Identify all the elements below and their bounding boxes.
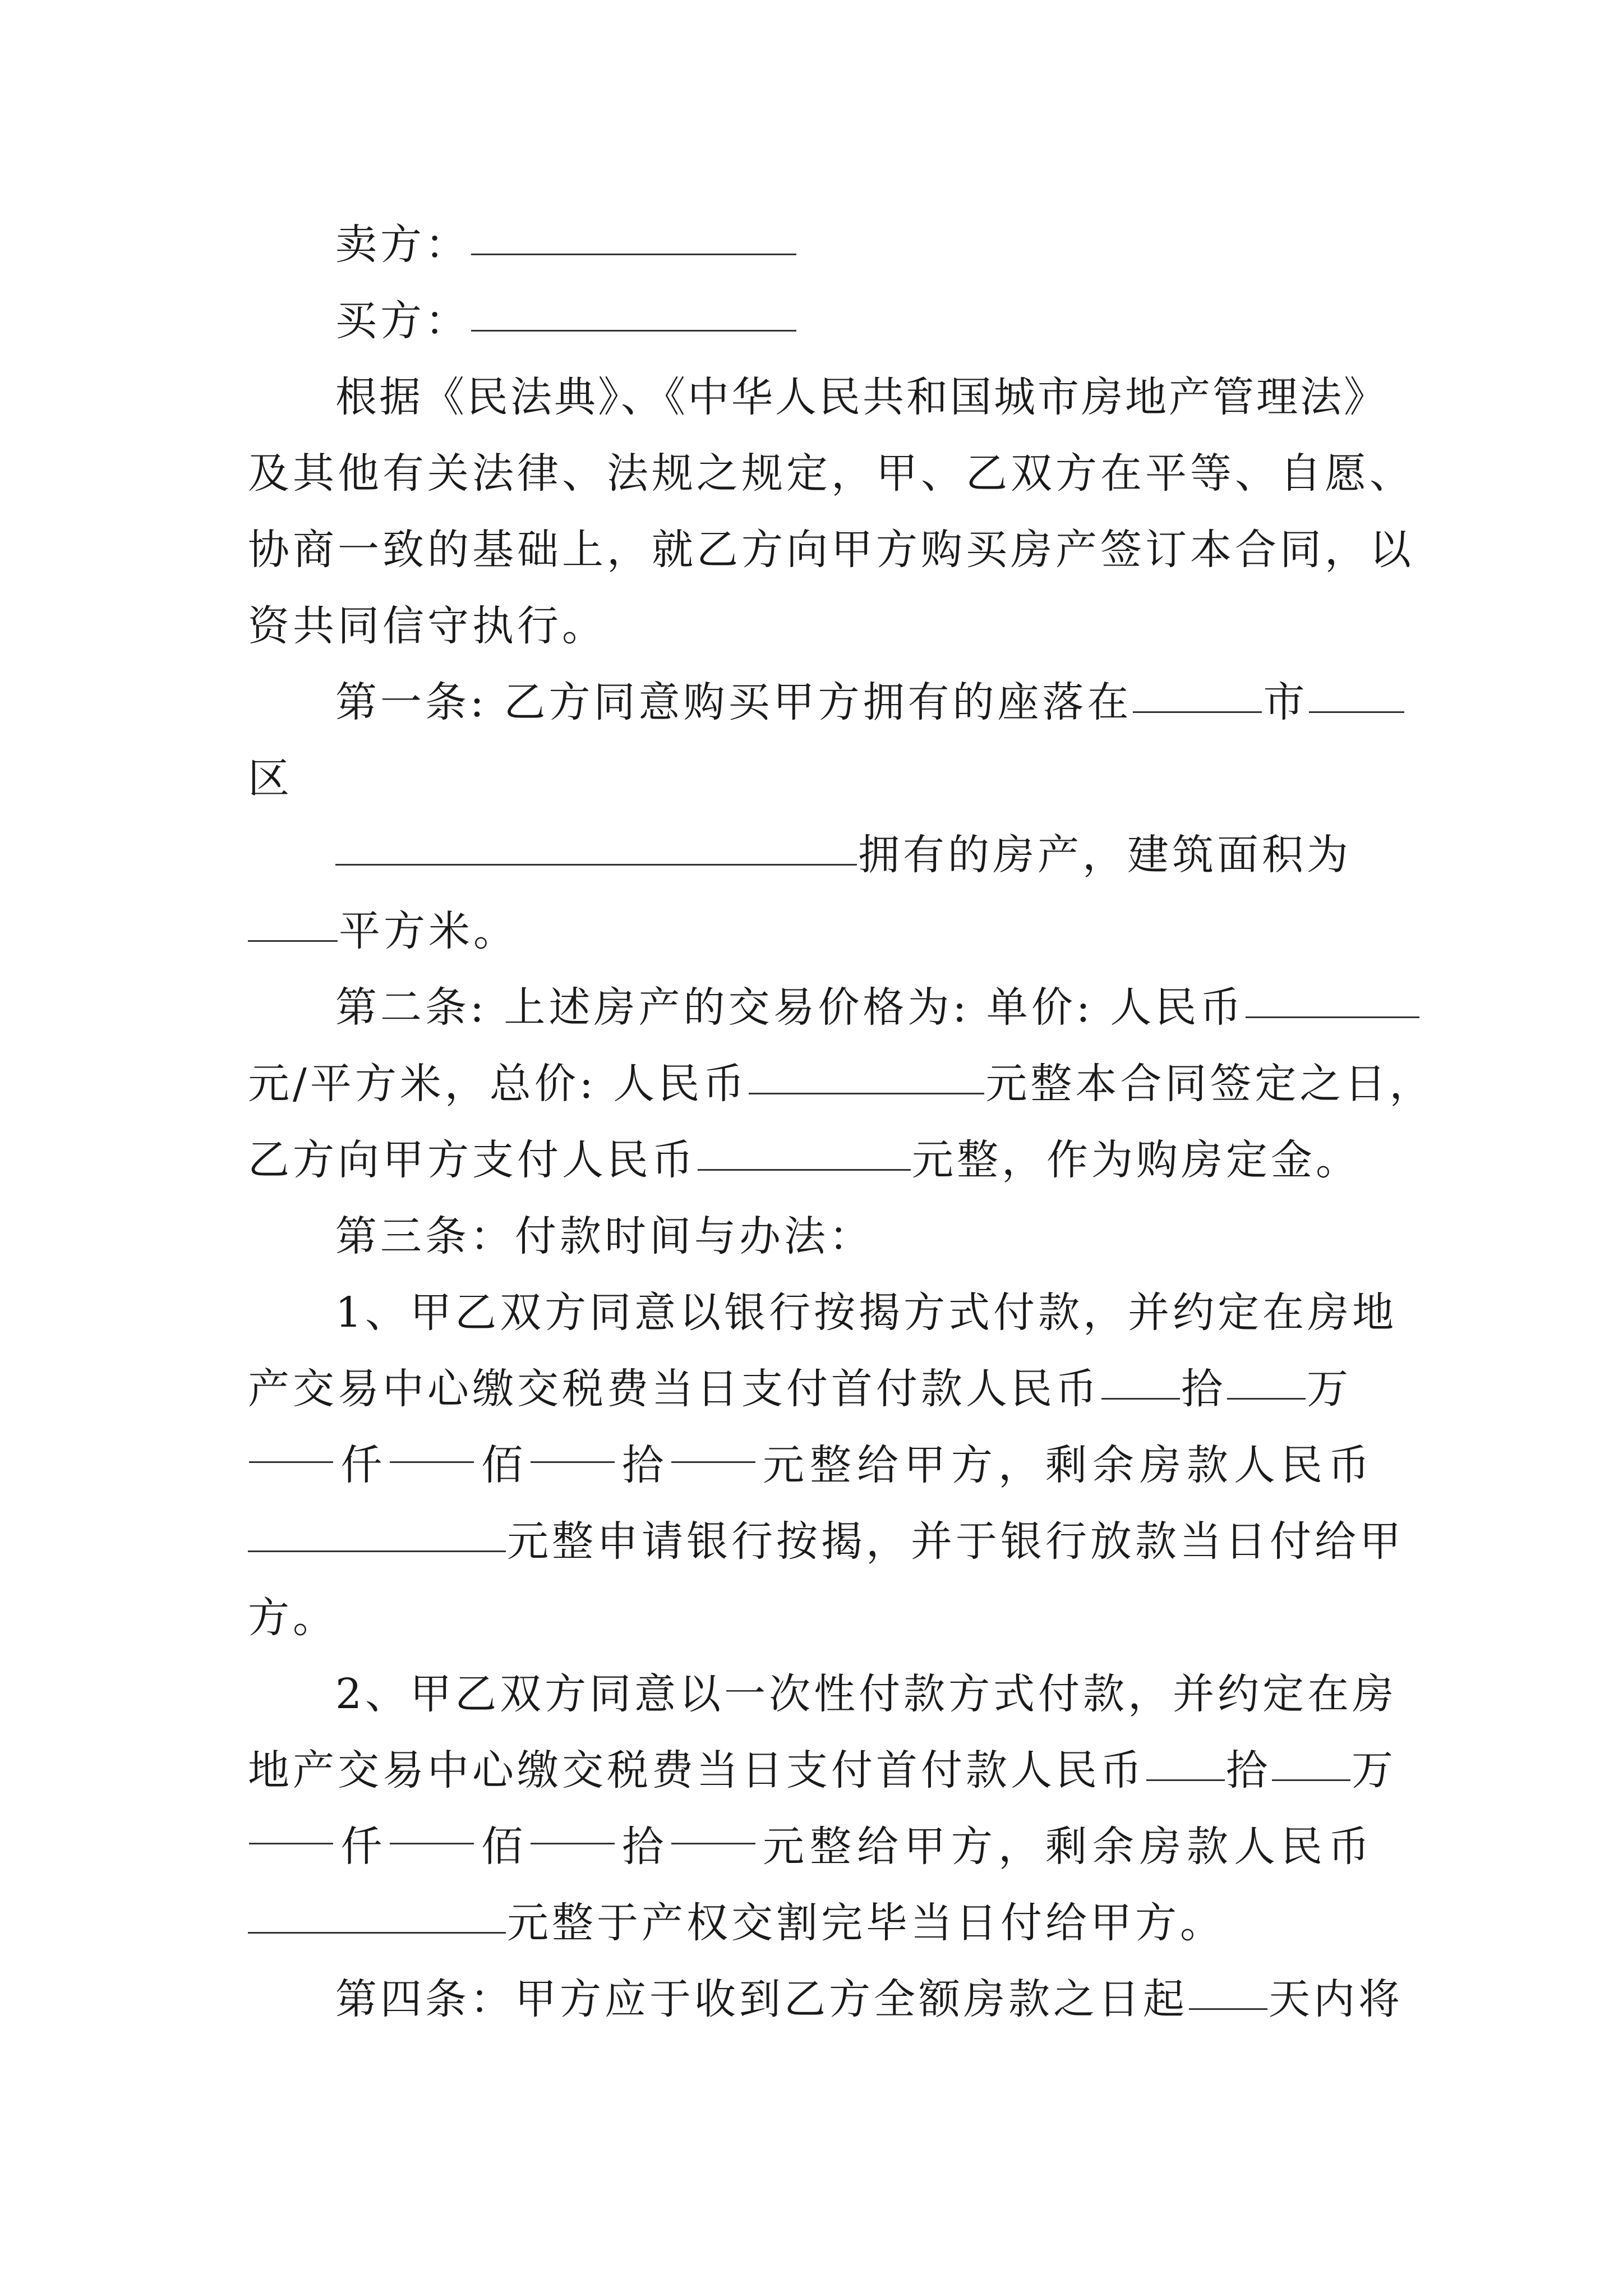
article3-p1-line-2 bbox=[248, 1351, 1375, 1427]
article1-text-e: 平方米。 bbox=[339, 907, 518, 955]
article1-line-1 bbox=[335, 664, 1375, 740]
article3-p1-line-4 bbox=[248, 1503, 1404, 1580]
article1-line-2: 区 bbox=[248, 754, 293, 803]
article3-p2-remaining: 元整给甲方，剩余房款人民币 bbox=[762, 1823, 1375, 1871]
article3-p1-text: 产交易中心缴交税费当日支付首付款人民币 bbox=[248, 1365, 1100, 1413]
article2-text-b: 元/平方米，总价: 人民币 bbox=[248, 1060, 748, 1108]
article3-p2-qian-blank[interactable] bbox=[249, 1843, 333, 1844]
article1-area-blank[interactable] bbox=[248, 940, 338, 942]
article3-p1-shi-blank[interactable] bbox=[531, 1461, 615, 1463]
preamble-line-2: 及其他有关法律、法规之规定，甲、乙双方在平等、自愿、 bbox=[248, 449, 1414, 498]
article3-p2-bai: 佰 bbox=[481, 1823, 523, 1871]
article3-p1-qian-blank[interactable] bbox=[249, 1461, 333, 1463]
preamble-line-4: 资共同信守执行。 bbox=[248, 602, 607, 650]
article3-title: 第三条：付款时间与办法： bbox=[335, 1212, 874, 1260]
article2-text-d: 乙方向甲方支付人民币 bbox=[248, 1136, 697, 1184]
article1-line-4 bbox=[248, 893, 1375, 969]
article2-text-a: 第二条: 上述房产的交易价格为: 单价: 人民币 bbox=[335, 983, 1245, 1032]
article2-text-c: 元整本合同签定之日， bbox=[985, 1060, 1435, 1108]
article4-line-1 bbox=[335, 1961, 1403, 2037]
article3-p2-wan: 万 bbox=[1352, 1746, 1396, 1795]
article1-line-3 bbox=[335, 817, 1375, 893]
article3-p2-shi: 拾 bbox=[1226, 1746, 1271, 1795]
article1-text-b: 市 bbox=[1263, 678, 1308, 726]
article2-line-3 bbox=[248, 1122, 1375, 1198]
preamble-line-3: 协商一致的基础上，就乙方向甲方购买房产签订本合同，以 bbox=[248, 526, 1414, 574]
seller-blank[interactable] bbox=[471, 254, 796, 255]
article3-p2-line-4 bbox=[248, 1885, 1375, 1961]
article3-p1-shi-2: 拾 bbox=[622, 1441, 664, 1489]
article3-p1-shiwan-blank[interactable] bbox=[1101, 1398, 1180, 1400]
article3-p2-line-2 bbox=[248, 1732, 1396, 1809]
article4-text-a: 第四条：甲方应于收到乙方全额房款之日起 bbox=[335, 1975, 1188, 2023]
article3-p1-yuan-blank[interactable] bbox=[671, 1461, 755, 1463]
article3-p1-text-4: 元整申请银行按揭，并于银行放款当日付给甲 bbox=[507, 1517, 1404, 1566]
article3-p1-shi: 拾 bbox=[1181, 1365, 1226, 1413]
article1-city-blank[interactable] bbox=[1133, 711, 1262, 713]
article3-p2-balance-blank[interactable] bbox=[248, 1932, 506, 1934]
article1-district-blank[interactable] bbox=[1309, 711, 1404, 713]
article2-deposit-blank[interactable] bbox=[698, 1169, 911, 1171]
seller-label: 卖方： bbox=[335, 220, 470, 269]
article3-p2-wan-blank[interactable] bbox=[1272, 1779, 1350, 1781]
article3-p1-line-3 bbox=[248, 1427, 1375, 1503]
article3-p2-qian: 仟 bbox=[340, 1823, 382, 1871]
article3-p1-line-1: 1、甲乙双方同意以银行按揭方式付款，并约定在房地 bbox=[335, 1289, 1398, 1337]
article3-p2-text-4: 元整于产权交割完毕当日付给甲方。 bbox=[507, 1899, 1225, 1947]
buyer-label: 买方： bbox=[335, 297, 470, 345]
article3-p2-shi-blank[interactable] bbox=[531, 1843, 615, 1844]
buyer-blank[interactable] bbox=[471, 330, 796, 332]
article3-p2-shiwan-blank[interactable] bbox=[1146, 1779, 1225, 1781]
article4-text-b: 天内将 bbox=[1269, 1975, 1403, 2023]
article2-total-price-blank[interactable] bbox=[749, 1093, 984, 1094]
article1-text-d: 拥有的房产，建筑面积为 bbox=[858, 831, 1352, 879]
article3-p2-line-3 bbox=[248, 1809, 1375, 1885]
article3-p2-line-1: 2、甲乙双方同意以一次性付款方式付款，并约定在房 bbox=[335, 1670, 1398, 1718]
article3-p2-yuan-blank[interactable] bbox=[671, 1843, 755, 1844]
article3-p1-line-5: 方。 bbox=[248, 1594, 338, 1642]
article3-p1-remaining: 元整给甲方，剩余房款人民币 bbox=[762, 1441, 1375, 1489]
article3-p2-bai-blank[interactable] bbox=[390, 1843, 474, 1844]
article3-p1-bai: 佰 bbox=[481, 1441, 523, 1489]
article3-p1-wan: 万 bbox=[1307, 1365, 1352, 1413]
article2-text-e: 元整，作为购房定金。 bbox=[912, 1136, 1361, 1184]
article3-p1-wan-blank[interactable] bbox=[1227, 1398, 1306, 1400]
buyer-line bbox=[335, 283, 1375, 359]
article4-days-blank[interactable] bbox=[1189, 2008, 1267, 2010]
article2-unit-price-blank[interactable] bbox=[1246, 1016, 1419, 1018]
article3-p1-loan-blank[interactable] bbox=[248, 1550, 506, 1552]
article3-p2-text: 地产交易中心缴交税费当日支付首付款人民币 bbox=[248, 1746, 1145, 1795]
article3-p2-shi-2: 拾 bbox=[622, 1823, 664, 1871]
seller-line bbox=[335, 206, 1375, 283]
article3-p1-bai-blank[interactable] bbox=[390, 1461, 474, 1463]
preamble-line-1: 根据《民法典》、《中华人民共和国城市房地产管理法》 bbox=[335, 373, 1387, 421]
article1-address-blank[interactable] bbox=[335, 864, 857, 866]
article3-p1-qian: 仟 bbox=[340, 1441, 382, 1489]
article2-line-1 bbox=[335, 969, 1375, 1046]
article2-line-2 bbox=[248, 1046, 1435, 1122]
article1-text-a: 第一条: 乙方同意购买甲方拥有的座落在 bbox=[335, 678, 1132, 726]
